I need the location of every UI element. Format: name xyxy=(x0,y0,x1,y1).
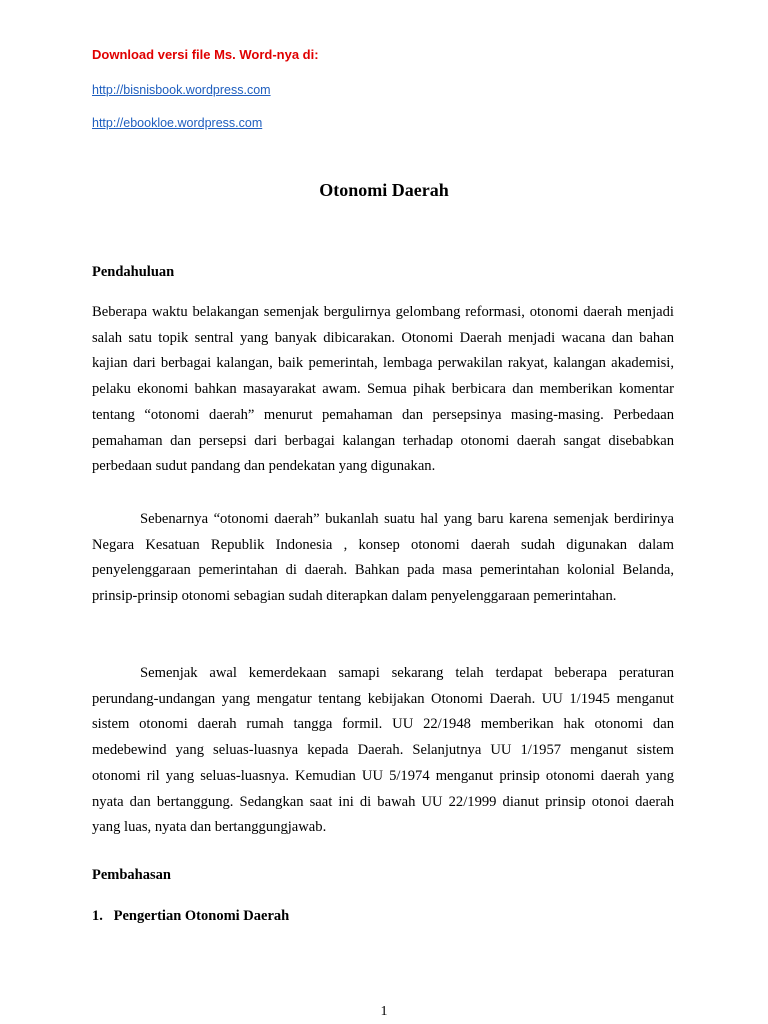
item-label: Pengertian Otonomi Daerah xyxy=(113,908,290,924)
link-bisnisbook[interactable]: http://bisnisbook.wordpress.com xyxy=(92,83,271,97)
link-ebookloe[interactable]: http://ebookloe.wordpress.com xyxy=(92,116,263,130)
download-note: Download versi file Ms. Word-nya di: xyxy=(92,47,319,62)
download-header xyxy=(92,46,692,132)
numbered-item-pengertian xyxy=(92,906,289,926)
section-heading-pendahuluan: Pendahuluan xyxy=(92,264,175,280)
document-title: Otonomi Daerah xyxy=(319,180,449,200)
section-heading-pembahasan: Pembahasan xyxy=(92,867,171,883)
page-number: 1 xyxy=(380,1004,388,1019)
item-number: 1. xyxy=(92,908,103,924)
paragraph-intro-3: Semenjak awal kemerdekaan samapi sekarang telah terdapat beberapa peraturan perundang-undangan yang mengatur tentang kebijakan Otonomi Daerah. UU 1/1945 menganut sistem otonomi daerah rumah tangga formil. UU 22/1948 memberikan hak otonomi dan medebewind yang seluas-luasnya kepada Daerah. Selanjutnya UU 1/1957 menganut sistem otonomi ril yang seluas-luasnya. Kemudian UU 5/1974 menganut prinsip otonomi daerah yang nyata dan bertanggung. Sedangkan saat ini di bawah UU 22/1999 dianut prinsip otonoi daerah yang luas, nyata dan bertanggungjawab. xyxy=(92,665,674,836)
paragraph-intro-1: Beberapa waktu belakangan semenjak bergulirnya gelombang reformasi, otonomi daerah menjadi salah satu topik sentral yang banyak dibicarakan. Otonomi Daerah menjadi wacana dan bahan kajian dari berbagai kalangan, baik pemerintah, lembaga perwakilan rakyat, kalangan akademisi, pelaku ekonomi bahkan masayarakat awam. Semua pihak berbicara dan memberikan komentar tentang “otonomi daerah” menurut pemahaman dan persepsinya masing-masing. Perbedaan pemahaman dan persepsi dari berbagai kalangan terhadap otonomi daerah sangat disebabkan perbedaan sudut pandang dan pendekatan yang digunakan. xyxy=(92,304,674,475)
paragraph-intro-2: Sebenarnya “otonomi daerah” bukanlah suatu hal yang baru karena semenjak berdirinya Negara Kesatuan Republik Indonesia , konsep otonomi daerah sudah digunakan dalam penyelenggaraan pemerintahan di daerah. Bahkan pada masa pemerintahan kolonial Belanda, prinsip-prinsip otonomi sebagian sudah diterapkan dalam penyelenggaraan pemerintahan. xyxy=(92,511,674,605)
